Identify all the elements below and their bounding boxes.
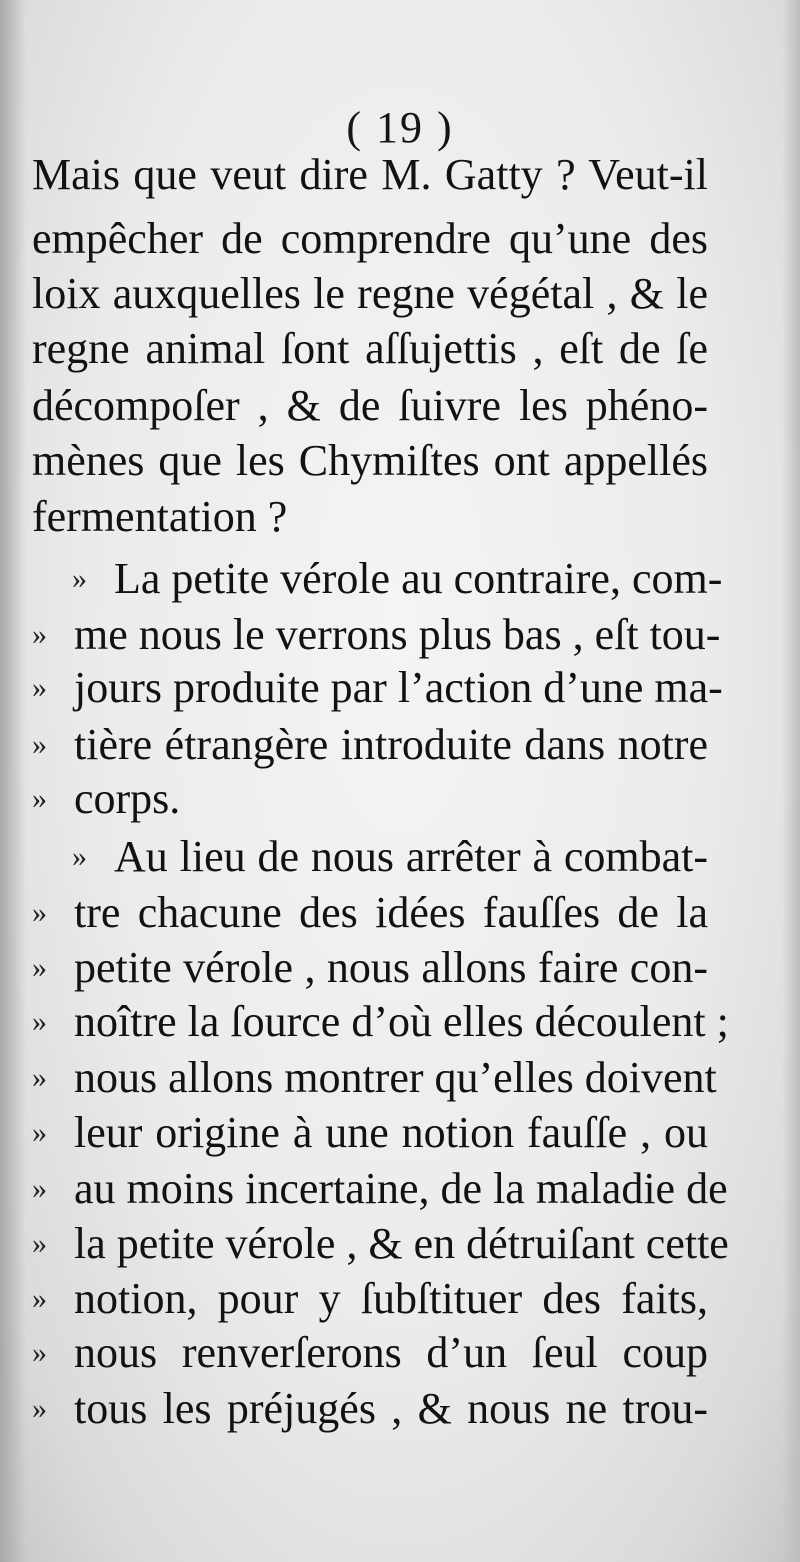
text-line bbox=[32, 269, 708, 319]
line-text: empêcher de comprendre qu’une des bbox=[32, 214, 708, 263]
line-text: noître la ſource d’où elles découlent ; bbox=[74, 997, 729, 1046]
quoted-line bbox=[32, 1274, 708, 1324]
quoted-line bbox=[32, 774, 708, 824]
quote-mark: » bbox=[72, 562, 87, 595]
quote-mark: » bbox=[32, 1392, 47, 1425]
text-line bbox=[32, 492, 708, 542]
text-line bbox=[32, 324, 708, 374]
quote-mark: » bbox=[32, 1172, 47, 1205]
quoted-line bbox=[32, 663, 723, 713]
line-text: jours produite par l’action d’une ma- bbox=[74, 663, 723, 712]
line-text: loix auxquelles le regne végétal , & le bbox=[32, 269, 708, 318]
quoted-line bbox=[32, 1108, 708, 1158]
quote-mark: » bbox=[32, 1336, 47, 1369]
line-text: notion, pour y ſubſtituer des faits, bbox=[74, 1274, 708, 1323]
page-edge-shadow bbox=[782, 0, 800, 1562]
quote-mark: » bbox=[32, 618, 47, 651]
quoted-line bbox=[32, 997, 729, 1047]
line-text: tière étrangère introduite dans notre bbox=[74, 720, 708, 769]
quoted-line bbox=[32, 554, 723, 604]
line-text: nous renverſerons d’un ſeul coup bbox=[74, 1328, 708, 1377]
quoted-line bbox=[32, 1164, 728, 1214]
line-text: corps. bbox=[74, 774, 181, 823]
quote-mark: » bbox=[32, 671, 47, 704]
line-text: Mais que veut dire M. Gatty ? Veut-il bbox=[32, 150, 708, 199]
quote-mark: » bbox=[32, 728, 47, 761]
quoted-line bbox=[32, 888, 708, 938]
quote-mark: » bbox=[32, 1061, 47, 1094]
quoted-line bbox=[32, 1328, 708, 1378]
text-line bbox=[32, 436, 708, 486]
line-text: la petite vérole , & en détruiſant cette bbox=[74, 1219, 729, 1268]
text-line bbox=[32, 381, 708, 431]
line-text: leur origine à une notion fauſſe , ou bbox=[74, 1108, 708, 1157]
line-text: petite vérole , nous allons faire con- bbox=[74, 943, 708, 992]
quote-mark: » bbox=[32, 1227, 47, 1260]
line-text: La petite vérole au contraire, com- bbox=[114, 554, 723, 603]
line-text: Au lieu de nous arrêter à combat- bbox=[114, 832, 708, 881]
quote-mark: » bbox=[32, 896, 47, 929]
quote-mark: » bbox=[32, 1282, 47, 1315]
text-line bbox=[32, 214, 708, 264]
quoted-line bbox=[32, 1219, 729, 1269]
quoted-line bbox=[32, 1053, 717, 1103]
text-line bbox=[32, 150, 708, 200]
line-text: fermentation ? bbox=[32, 492, 288, 541]
quoted-line bbox=[32, 610, 721, 660]
line-text: mènes que les Chymiſtes ont appellés bbox=[32, 436, 708, 485]
line-text: regne animal ſont aſſujettis , eſt de ſe bbox=[32, 324, 708, 373]
line-text: tous les préjugés , & nous ne trou- bbox=[74, 1384, 708, 1433]
quoted-line bbox=[32, 943, 708, 993]
quote-mark: » bbox=[32, 951, 47, 984]
binding-shadow bbox=[0, 0, 26, 1562]
line-text: décompoſer , & de ſuivre les phéno- bbox=[32, 381, 708, 430]
quote-mark: » bbox=[32, 1116, 47, 1149]
quoted-line bbox=[32, 832, 708, 882]
quote-mark: » bbox=[32, 782, 47, 815]
line-text: nous allons montrer qu’elles doivent bbox=[74, 1053, 717, 1102]
quoted-line bbox=[32, 720, 708, 770]
line-text: tre chacune des idées fauſſes de la bbox=[74, 888, 708, 937]
line-text: me nous le verrons plus bas , eſt tou- bbox=[74, 610, 721, 659]
quote-mark: » bbox=[32, 1005, 47, 1038]
line-text: au moins incertaine, de la maladie de bbox=[74, 1164, 728, 1213]
quoted-line bbox=[32, 1384, 708, 1434]
quote-mark: » bbox=[72, 840, 87, 873]
page-number: ( 19 ) bbox=[346, 103, 454, 152]
